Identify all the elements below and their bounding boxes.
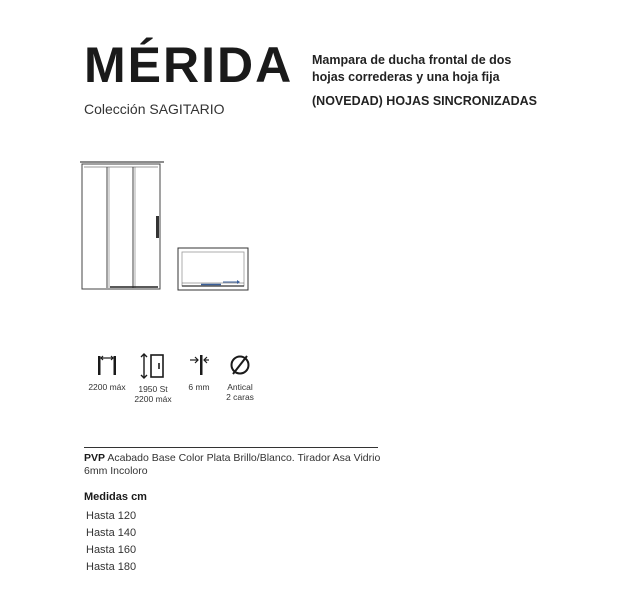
spec-antical-line-2: 2 caras xyxy=(226,392,254,402)
plan-view-drawing xyxy=(177,247,249,291)
novelty-label: (NOVEDAD) HOJAS SINCRONIZADAS xyxy=(312,94,538,108)
list-item: Hasta 160 xyxy=(86,544,137,556)
height-icon xyxy=(139,352,167,380)
spec-antical-line-1: Antical xyxy=(227,382,253,392)
list-item: Hasta 120 xyxy=(86,510,137,522)
description-line-2: hojas correderas y una hoja fija xyxy=(312,70,500,84)
pricing-text: Acabado Base Color Plata Brillo/Blanco. Tirador Asa Vidrio 6mm Incoloro xyxy=(84,452,381,477)
width-icon xyxy=(94,352,120,378)
spec-width-value: 2200 máx xyxy=(88,382,126,392)
spec-height-standard: 1950 St xyxy=(138,384,168,394)
spec-glass xyxy=(176,352,222,392)
section-divider xyxy=(84,447,378,448)
pricing-label: PVP xyxy=(84,452,106,464)
product-description xyxy=(312,52,612,86)
anti-limescale-icon xyxy=(227,352,253,378)
spec-antical xyxy=(217,352,263,402)
collection-name: Colección SAGITARIO xyxy=(84,101,225,117)
pricing-info xyxy=(84,452,384,478)
list-item: Hasta 180 xyxy=(86,561,137,573)
spec-height xyxy=(128,352,178,404)
front-view-drawing xyxy=(80,160,164,292)
medidas-list xyxy=(86,508,136,576)
description-line-1: Mampara de ducha frontal de dos xyxy=(312,53,512,67)
product-title: MÉRIDA xyxy=(84,37,294,93)
spec-width xyxy=(82,352,132,392)
medidas-title: Medidas cm xyxy=(84,491,147,503)
spec-glass-value: 6 mm xyxy=(188,382,210,392)
glass-thickness-icon xyxy=(186,352,212,378)
spec-height-max: 2200 máx xyxy=(134,394,172,404)
list-item: Hasta 140 xyxy=(86,527,137,539)
